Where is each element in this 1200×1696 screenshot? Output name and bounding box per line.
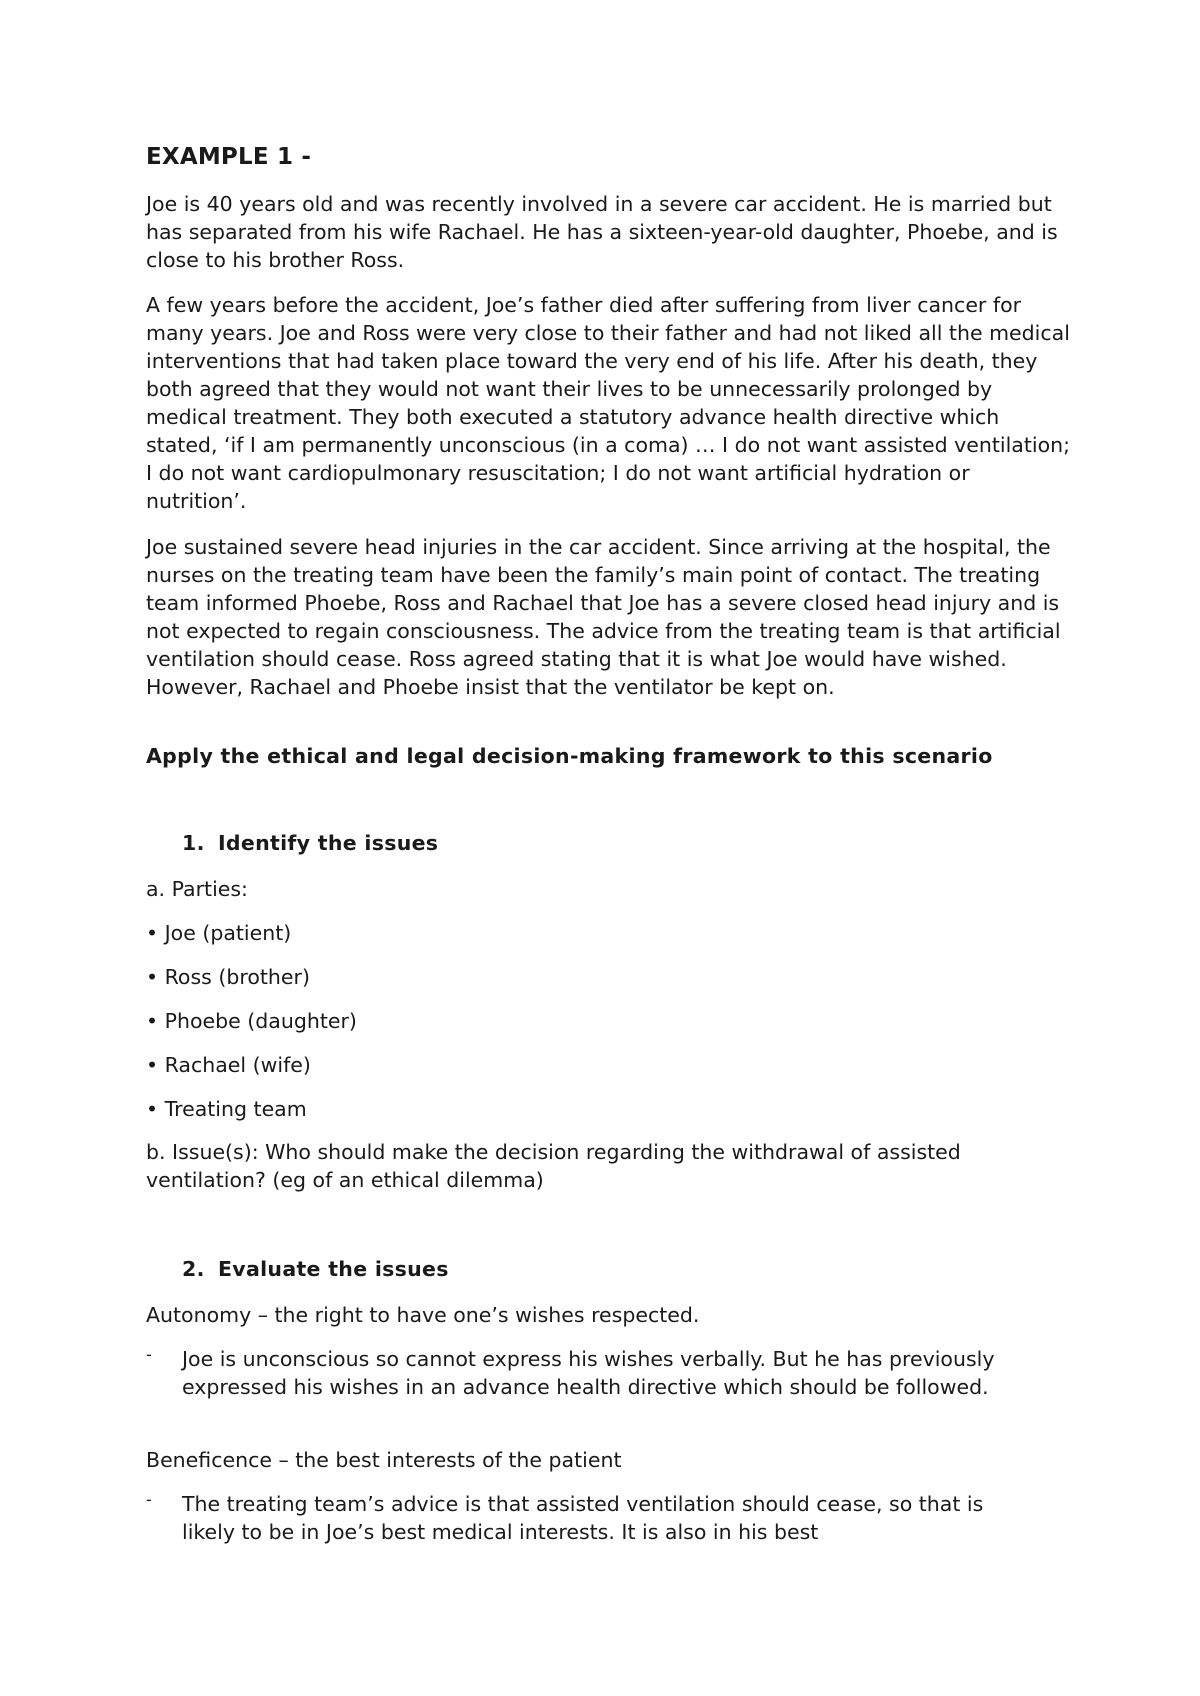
issues-text: b. Issue(s): Who should make the decision regarding the withdrawal of assisted ventilation? (eg of an ethical dilemma) — [146, 1140, 961, 1192]
dash-marker: - — [146, 1345, 152, 1364]
document-title: EXAMPLE 1 - — [146, 144, 312, 170]
dash-list-item — [146, 1490, 1002, 1546]
beneficence-principle: Beneficence – the best interests of the patient — [146, 1448, 622, 1472]
autonomy-point: Joe is unconscious so cannot express his wishes verbally. But he has previously expressed his wishes in an advance health directive which should be followed. — [182, 1347, 995, 1399]
paragraph-background: A few years before the accident, Joe’s father died after suffering from liver cancer for many years. Joe and Ross were very close to their father and had not liked all the medical interventions that had taken place toward the very end of his life. After his death, they both agreed that they would not want their lives to be unnecessarily prolonged by medical treatment. They both executed a statutory advance health directive which stated, ‘if I am permanently unconscious (in a coma) … I do not want assisted ventilation; I do not want cardiopulmonary resuscitation; I do not want artificial hydration or nutrition’. — [146, 293, 1071, 513]
beneficence-point: The treating team’s advice is that assisted ventilation should cease, so that is likely to be in Joe’s best medical interests. It is also in his best — [182, 1492, 984, 1544]
list-item: • Treating team — [146, 1097, 307, 1121]
dash-list-item — [146, 1345, 1002, 1401]
list-item: • Phoebe (daughter) — [146, 1009, 357, 1033]
section-heading-identify — [182, 831, 438, 855]
autonomy-principle: Autonomy – the right to have one’s wishes respected. — [146, 1303, 700, 1327]
paragraph-intro: Joe is 40 years old and was recently involved in a severe car accident. He is married but has separated from his wife Rachael. He has a sixteen-year-old daughter, Phoebe, and is close to his brother Ross. — [146, 192, 1058, 272]
section-heading-text: Evaluate the issues — [218, 1257, 449, 1281]
section-number: 1. — [182, 831, 205, 855]
list-item: • Joe (patient) — [146, 921, 292, 945]
parties-label: a. Parties: — [146, 877, 248, 901]
section-heading-evaluate — [182, 1257, 449, 1281]
section-heading-text: Identify the issues — [218, 831, 439, 855]
list-item: • Ross (brother) — [146, 965, 310, 989]
section-number: 2. — [182, 1257, 205, 1281]
paragraph-accident: Joe sustained severe head injuries in the car accident. Since arriving at the hospital, the nurses on the treating team have been the family’s main point of contact. The treating team informed Phoebe, Ross and Rachael that Joe has a severe closed head injury and is not expected to regain consciousness. The advice from the treating team is that artificial ventilation should cease. Ross agreed stating that it is what Joe would have wished. However, Rachael and Phoebe insist that the ventilator be kept on. — [146, 535, 1061, 699]
dash-marker: - — [146, 1490, 152, 1509]
task-prompt: Apply the ethical and legal decision-making framework to this scenario — [146, 744, 993, 768]
list-item: • Rachael (wife) — [146, 1053, 311, 1077]
